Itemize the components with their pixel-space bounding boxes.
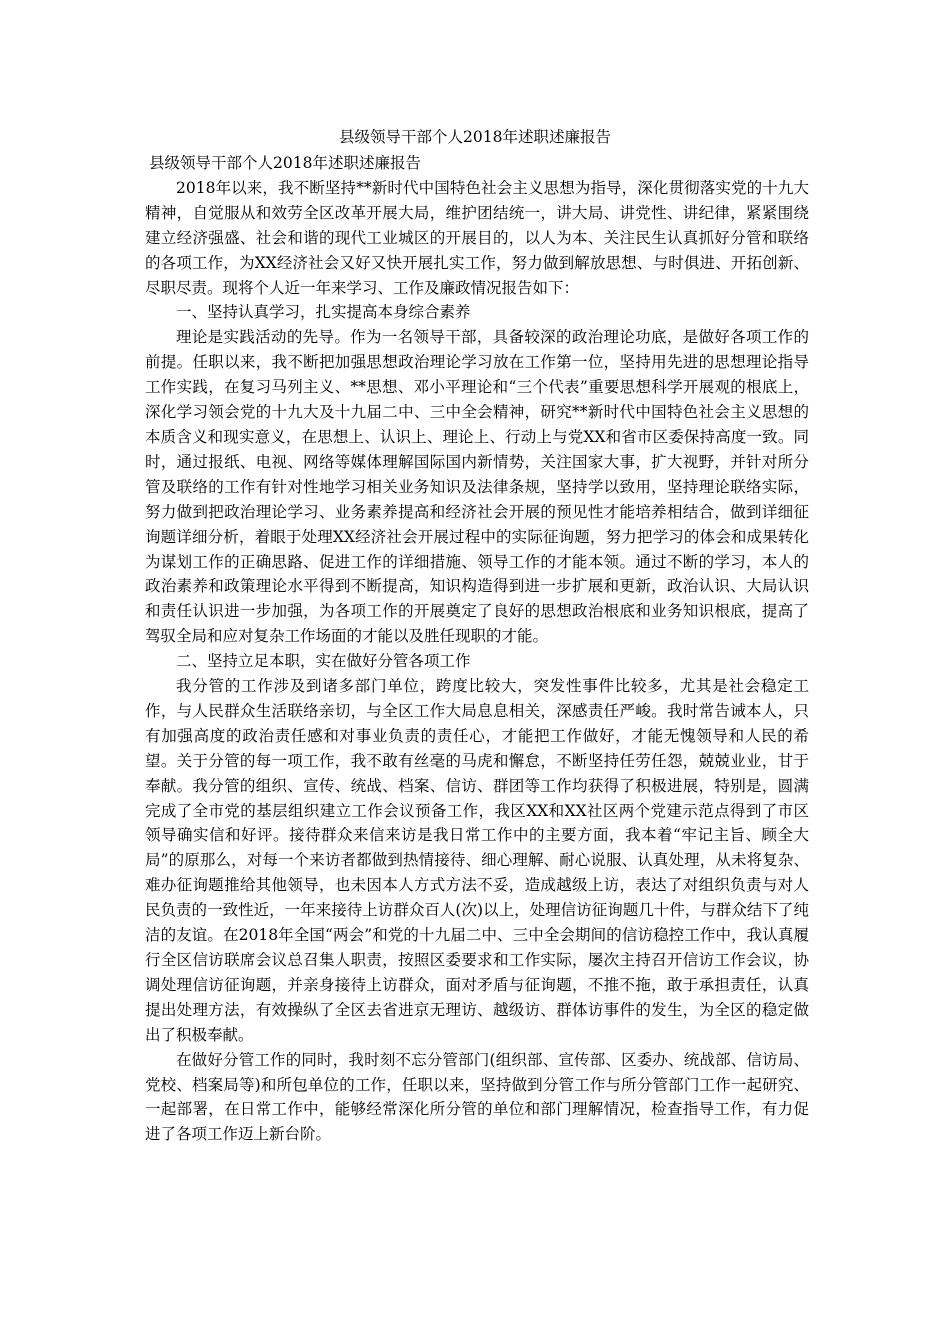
intro-paragraph: 2018年以来，我不断坚持**新时代中国特色社会主义思想为指导，深化贯彻落实党的十九大精神，自觉服从和效劳全区改革开展大局，维护团结统一，讲大局、讲党性、讲纪律，紧紧围绕建立经济强盛、社会和谐的现代工业城区的开展目的，以人为本、关注民生认真抓好分管和联络的各项工作，为XX经济社会又好又快开展扎实工作，努力做到解放思想、与时俱进、开拓创新、尽职尽责。现将个人近一年来学习、工作及廉政情况报告如下： xyxy=(145,178,809,297)
document-body xyxy=(145,151,809,1147)
section-1-paragraph: 理论是实践活动的先导。作为一名领导干部，具备较深的政治理论功底，是做好各项工作的前提。任职以来，我不断把加强思想政治理论学习放在工作第一位，坚持用先进的思想理论指导工作实践，在复习马列主义、**思想、邓小平理论和“三个代表”重要思想科学开展观的根底上，深化学习领会党的十九大及十九届二中、三中全会精神，研究**新时代中国特色社会主义思想的本质含义和现实意义，在思想上、认识上、理论上、行动上与党XX和省市区委保持高度一致。同时，通过报纸、电视、网络等媒体理解国际国内新情势，关注国家大事，扩大视野，并针对所分管及联络的工作有针对性地学习相关业务知识及法律条规，坚持学以致用，坚持理论联络实际，努力做到把政治理论学习、业务素养提高和经济社会开展的预见性才能培养相结合，做到详细征询题详细分析，着眼于处理XX经济社会开展过程中的实际征询题，努力把学习的体会和成果转化为谋划工作的正确思路、促进工作的详细措施、领导工作的才能本领。通过不断的学习，本人的政治素养和政策理论水平得到不断提高，知识构造得到进一步扩展和更新，政治认识、大局认识和责任认识进一步加强，为各项工作的开展奠定了良好的思想政治根底和业务知识根底，提高了驾驭全局和应对复杂工作场面的才能以及胜任现职的才能。 xyxy=(145,328,809,646)
section-2-paragraph-2: 在做好分管工作的同时，我时刻不忘分管部门(组织部、宣传部、区委办、统战部、信访局、党校、档案局等)和所包单位的工作，任职以来，坚持做到分管工作与所分管部门工作一起研究、一起部署，在日常工作中，能够经常深化所分管的单位和部门理解情况，检查指导工作，有力促进了各项工作迈上新台阶。 xyxy=(145,1050,809,1144)
section-heading-2: 二、坚持立足本职，实在做好分管各项工作 xyxy=(176,652,471,671)
document-title: 县级领导干部个人2018年述职述廉报告 xyxy=(339,128,611,146)
section-heading-1: 一、坚持认真学习，扎实提高本身综合素养 xyxy=(176,303,471,322)
section-2-paragraph: 我分管的工作涉及到诸多部门单位，跨度比较大，突发性事件比较多，尤其是社会稳定工作，与人民群众生活联络亲切，与全区工作大局息息相关，深感责任严峻。我时常告诫本人，只有加强高度的政治责任感和对事业负责的责任心，才能把工作做好，才能无愧领导和人民的希望。关于分管的每一项工作，我不敢有丝毫的马虎和懈怠，不断坚持任劳任怨，兢兢业业，甘于奉献。我分管的组织、宣传、统战、档案、信访、群团等工作均获得了积极进展，特别是，圆满完成了全市党的基层组织建立工作会议预备工作，我区XX和XX社区两个党建示范点得到了市区领导确实信和好评。接待群众来信来访是我日常工作中的主要方面，我本着“牢记主旨、顾全大局”的原那么，对每一个来访者都做到热情接待、细心理解、耐心说服、认真处理，从未将复杂、难办征询题推给其他领导，也未因本人方式方法不妥，造成越级上访，表达了对组织负责与对人民负责的一致性近，一年来接待上访群众百人(次)以上，处理信访征询题几十件，与群众结下了纯洁的友谊。在2018年全国“两会”和党的十九届二中、三中全会期间的信访稳控工作中，我认真履行全区信访联席会议总召集人职责，按照区委要求和工作实际，屡次主持召开信访工作会议，协调处理信访征询题，并亲身接待上访群众，面对矛盾与征询题，不推不拖，敢于承担责任，认真提出处理方法，有效操纵了全区去省进京无理访、越级访、群体访事件的发生，为全区的稳定做出了积极奉献。 xyxy=(145,677,809,1044)
document-subtitle: 县级领导干部个人2018年述职述廉报告 xyxy=(149,154,421,172)
